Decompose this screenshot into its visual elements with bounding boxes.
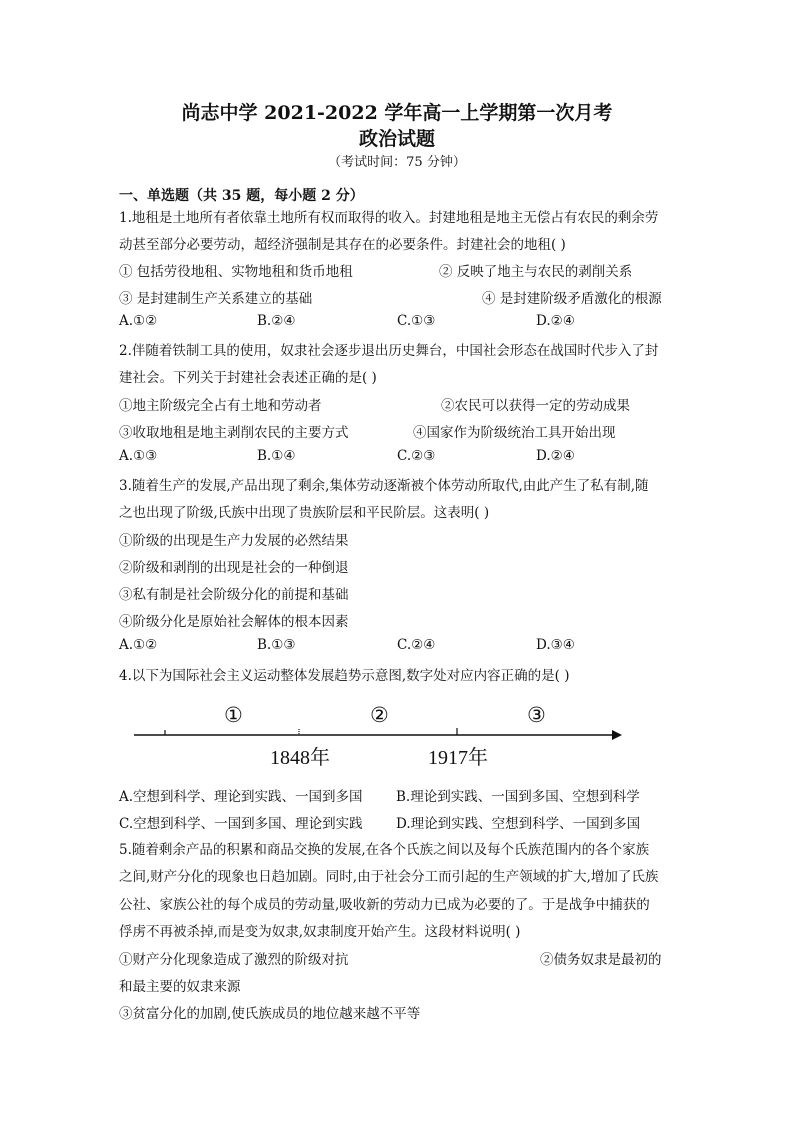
question-2-choice-b[interactable]: B.①④: [257, 448, 296, 464]
question-2-choice-c[interactable]: C.②③: [397, 448, 436, 464]
question-5-stem-line1: 5.随着剩余产品的积累和商品交换的发展,在各个氏族之间以及每个氏族范围内的各个家族: [119, 842, 650, 858]
question-3-stem-line2: 之也出现了阶级,氏族中出现了贵族阶层和平民阶层。这表明( ): [119, 505, 490, 521]
question-5-statement-3: ③贫富分化的加剧,使氏族成员的地位越来越不平等: [119, 1006, 421, 1022]
question-1-choice-c[interactable]: C.①③: [397, 313, 436, 329]
question-1-stem-line2: 动甚至部分必要劳动，超经济强制是其存在的必要条件。封建社会的地租( ): [119, 237, 566, 253]
question-3-statement-1: ①阶级的出现是生产力发展的必然结果: [119, 533, 349, 549]
question-1-stem-line1: 1.地租是土地所有者依靠土地所有权而取得的收入。封建地租是地主无偿占有农民的剩余劳: [119, 210, 659, 226]
timeline-stage-3: ③: [527, 703, 546, 727]
question-1-statement-1: ① 包括劳役地租、实物地租和货币地租: [119, 264, 353, 280]
question-1-statement-2: ② 反映了地主与农民的剥削关系: [439, 264, 633, 280]
question-1-statement-3: ③ 是封建制生产关系建立的基础: [119, 291, 313, 307]
question-4-choice-c[interactable]: C.空想到科学、一国到多国、理论到实践: [119, 816, 363, 832]
section-heading: 一、单选题（共 35 题，每小题 2 分）: [119, 188, 364, 204]
question-1-choice-d[interactable]: D.②④: [536, 313, 575, 329]
question-3-statement-3: ③私有制是社会阶级分化的前提和基础: [119, 587, 349, 603]
question-3-choice-c[interactable]: C.②④: [397, 637, 436, 653]
exam-title: 尚志中学 2021-2022 学年高一上学期第一次月考: [181, 102, 613, 124]
question-5-statement-2a: ②债务奴隶是最初的: [540, 952, 662, 968]
question-2-statement-4: ④国家作为阶级统治工具开始出现: [413, 425, 616, 441]
question-3-choice-b[interactable]: B.①③: [257, 637, 296, 653]
question-5-stem-line2: 之间,财产分化的现象也日趋加剧。同时,由于社会分工而引起的生产领域的扩大,增加了氏族: [119, 869, 659, 885]
question-5-stem-line3: 公社、家族公社的每个成员的劳动量,吸收新的劳动力已成为必要的了。于是战争中捕获的: [119, 897, 650, 913]
question-4-stem: 4.以下为国际社会主义运动整体发展趋势示意图,数字处对应内容正确的是( ): [119, 668, 570, 684]
question-2-choice-d[interactable]: D.②④: [536, 448, 575, 464]
question-3-choice-a[interactable]: A.①②: [119, 637, 158, 653]
question-1-statement-4: ④ 是封建阶级矛盾激化的根源: [482, 291, 662, 307]
question-3-choice-d[interactable]: D.③④: [536, 637, 575, 653]
question-5-stem-line4: 俘虏不再被杀掉,而是变为奴隶,奴隶制度开始产生。这段材料说明( ): [119, 924, 521, 940]
question-1-choice-a[interactable]: A.①②: [119, 313, 158, 329]
question-2-statement-1: ①地主阶级完全占有土地和劳动者: [119, 398, 322, 414]
question-3-statement-2: ②阶级和剥削的出现是社会的一种倒退: [119, 560, 349, 576]
exam-subtitle: 政治试题: [358, 128, 435, 150]
question-2-statement-2: ②农民可以获得一定的劳动成果: [441, 398, 630, 414]
question-2-statement-3: ③收取地租是地主剥削农民的主要方式: [119, 425, 349, 441]
question-4-choice-a[interactable]: A.空想到科学、理论到实践、一国到多国: [119, 789, 363, 805]
question-4-choice-d[interactable]: D.理论到实践、空想到科学、一国到多国: [396, 816, 641, 832]
question-4-choice-b[interactable]: B.理论到实践、一国到多国、空想到科学: [396, 789, 640, 805]
question-2-stem-line1: 2.伴随着铁制工具的使用，奴隶社会逐步退出历史舞台，中国社会形态在战国时代步入了封: [119, 343, 659, 359]
question-3-stem-line1: 3.随着生产的发展,产品出现了剩余,集体劳动逐渐被个体劳动所取代,由此产生了私有制,随: [119, 478, 649, 494]
question-1-choice-b[interactable]: B.②④: [257, 313, 296, 329]
question-3-statement-4: ④阶级分化是原始社会解体的根本因素: [119, 614, 349, 630]
question-2-choice-a[interactable]: A.①③: [119, 448, 158, 464]
timeline-year-1848: 1848年: [270, 747, 330, 769]
timeline-year-1917: 1917年: [428, 747, 488, 769]
timeline-arrowhead: [612, 730, 622, 740]
question-2-stem-line2: 建社会。下列关于封建社会表述正确的是( ): [119, 370, 377, 386]
timeline-stage-2: ②: [370, 703, 389, 727]
exam-time: （考试时间：75 分钟）: [328, 155, 466, 170]
timeline-stage-1: ①: [224, 703, 243, 727]
question-5-statement-1: ①财产分化现象造成了激烈的阶级对抗: [119, 952, 349, 968]
question-5-statement-2b: 和最主要的奴隶来源: [119, 979, 241, 995]
